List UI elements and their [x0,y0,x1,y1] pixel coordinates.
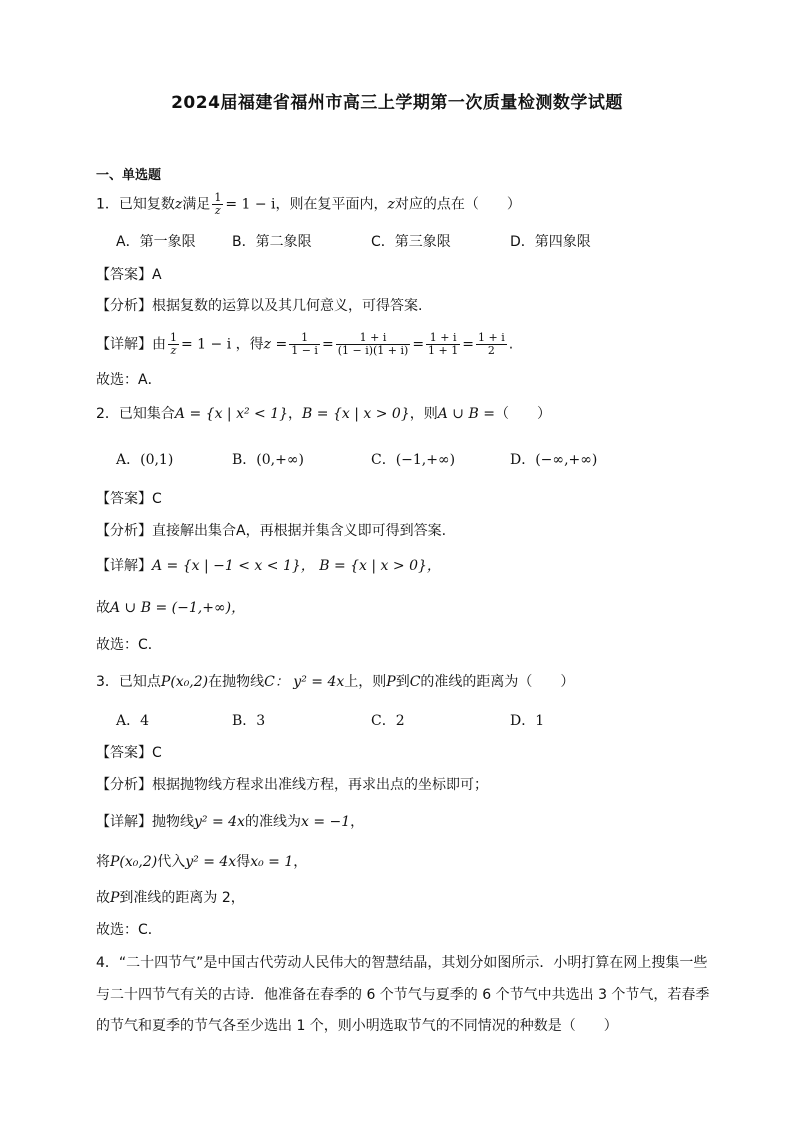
q3-option-b[interactable]: B．3 [232,713,266,729]
q1-var-z2: z [387,196,395,213]
q1-fraction: $\frac{1}{z}$ [214,191,222,217]
q2-option-b[interactable]: B．(0,+∞) [232,452,304,468]
q2-choose: 故选：C． [96,637,162,653]
q2-option-d[interactable]: D．(−∞,+∞) [510,452,598,468]
q1-analysis: 【分析】根据复数的运算以及其几何意义，可得答案. [96,298,423,314]
question-2-stem: 2．已知集合A = {x | x² < 1}，B = {x | x > 0}，则A ∪ B =（ ） [96,406,551,422]
q1-choose: 故选：A． [96,372,162,388]
q1-satisfy: 满足 [182,196,211,213]
q2-set-b: B = {x | x > 0} [302,406,410,422]
q1-equation-rhs: = 1 − i [225,196,276,213]
page-title: 2024届福建省福州市高三上学期第一次质量检测数学试题 [171,93,623,113]
q3-substitute: 将P(x₀,2)代入y² = 4x得x₀ = 1， [96,854,308,870]
q1-prefix: 1．已知复数 [96,196,175,213]
question-3-stem: 3．已知点P(x₀,2)在抛物线C： y² = 4x上，则P到C的准线的距离为（ ） [96,674,575,690]
q1-option-d[interactable]: D．第四象限 [510,234,591,250]
q4-line-2: 与二十四节气有关的古诗．他准备在春季的 6 个节气与夏季的 6 个节气中共选出 3 个节气，若春季 [96,987,710,1003]
q2-union: A ∪ B = [437,406,495,422]
q2-result: 故A ∪ B = (−1,+∞)， [96,600,246,616]
q3-option-a[interactable]: A．4 [116,713,150,729]
q2-option-c[interactable]: C．(−1,+∞) [371,452,456,468]
question-1-stem [96,192,521,217]
q1-option-b[interactable]: B．第二象限 [232,234,312,250]
q1-middle: ，则在复平面内， [275,196,388,213]
q3-detail: 【详解】抛物线y² = 4x的准线为x = −1， [96,814,365,830]
q1-option-a[interactable]: A．第一象限 [116,234,196,250]
q2-analysis: 【分析】直接解出集合A，再根据并集含义即可得到答案. [96,523,447,539]
q1-detail: 【详解】由 $\frac{1}{z}$ = 1 − i ，得z = $\frac{1}{1 - i}$ = $\frac{1 + i}{(1 - i)(1 + i)}$ = $\frac{1 + i}{1 + 1}$ = $\frac{1 + i}{2}$ . [96,331,514,357]
q2-option-a[interactable]: A．(0,1) [116,452,174,468]
section-heading: 一、单选题 [96,168,162,183]
q2-answer: 【答案】C [96,491,162,507]
q4-line-3: 的节气和夏季的节气各至少选出 1 个，则小明选取节气的不同情况的种数是（ ） [96,1018,618,1034]
q1-answer: 【答案】A [96,267,162,283]
q2-set-a: A = {x | x² < 1} [174,406,289,422]
q3-option-d[interactable]: D．1 [510,713,545,729]
q4-line-1: 4．“二十四节气”是中国古代劳动人民伟大的智慧结晶，其划分如图所示．小明打算在网上搜集一些 [96,955,708,971]
q3-distance: 故P到准线的距离为 2， [96,890,245,906]
q3-answer: 【答案】C [96,745,162,761]
q3-analysis: 【分析】根据抛物线方程求出准线方程，再求出点的坐标即可； [96,777,488,793]
q3-choose: 故选：C． [96,922,162,938]
q2-detail: 【详解】A = {x | −1 < x < 1}， B = {x | x > 0}， [96,558,441,574]
q1-var-z: z [174,196,183,213]
q1-option-c[interactable]: C．第三象限 [371,234,451,250]
q3-option-c[interactable]: C．2 [371,713,405,729]
q1-suffix: 对应的点在（ ） [394,196,521,213]
